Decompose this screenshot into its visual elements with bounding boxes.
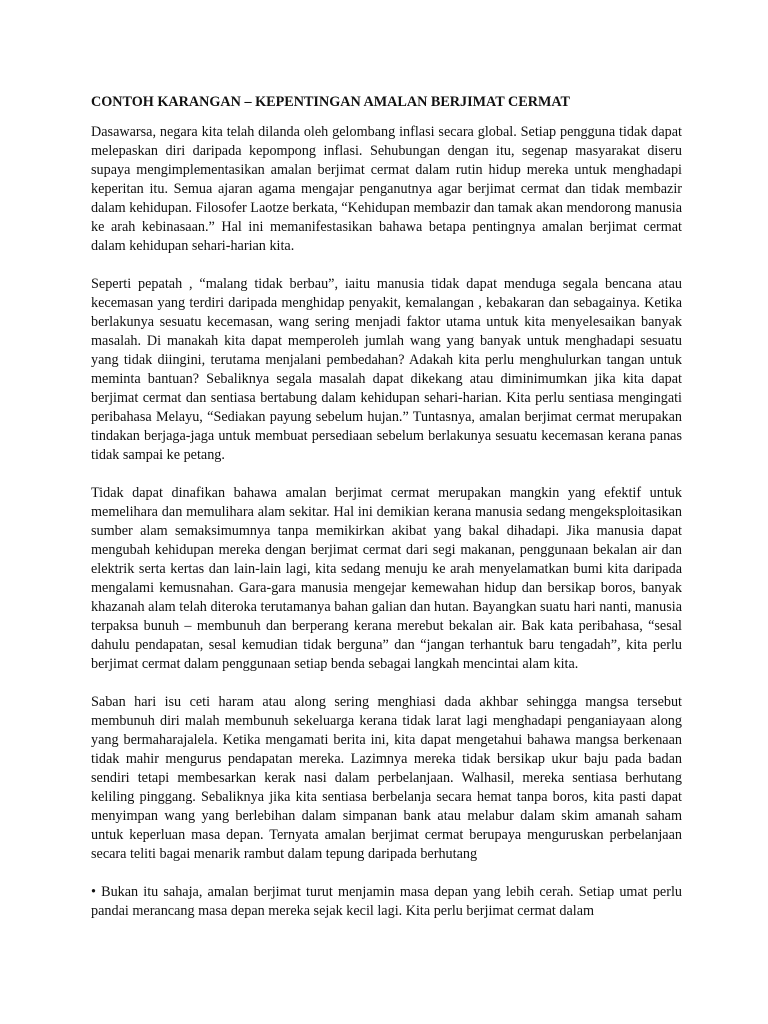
paragraph-intro: Dasawarsa, negara kita telah dilanda oleh gelombang inflasi secara global. Setiap pengguna tidak dapat melepaskan diri daripada kepompong inflasi. Sehubungan dengan itu, segenap masyarakat diseru supaya mengimplementasikan amalan berjimat cermat dalam rutin hidup mereka untuk menghadapi keperitan itu. Semua ajaran agama mengajar penganutnya agar berjimat cermat dan tidak membazir dalam kehidupan. Filosofer Laotze berkata, “Kehidupan membazir dan tamak akan mendorong manusia ke arah kebinasaan.” Hal ini memanifestasikan bahawa betapa pentingnya amalan berjimat cermat dalam kehidupan sehari-harian kita. <box>91 124 682 254</box>
document-page <box>91 93 682 921</box>
paragraph-emergency: Seperti pepatah , “malang tidak berbau”, iaitu manusia tidak dapat menduga segala bencana atau kecemasan yang terdiri daripada menghidap penyakit, kemalangan , kebakaran dan sebagainya. Ketika berlakunya sesuatu kecemasan, wang sering menjadi faktor utama untuk kita menyelesaikan banyak masalah. Di manakah kita dapat memperoleh jumlah wang yang banyak untuk menghadapi sesuatu yang tidak diingini, terutama menjalani pembedahan? Adakah kita perlu menghulurkan tangan untuk meminta bantuan? Sebaliknya segala masalah dapat dikekang atau diminimumkan jika kita dapat berjimat cermat dan sentiasa bertabung dalam kehidupan sehari-harian. Kita perlu sentiasa mengingati peribahasa Melayu, “Sediakan payung sebelum hujan.” Tuntasnya, amalan berjimat cermat merupakan tindakan berjaga-jaga untuk membuat persediaan sebelum berlakunya sesuatu kecemasan kerana panas tidak sampai ke petang. <box>91 276 682 463</box>
document-title: CONTOH KARANGAN – KEPENTINGAN AMALAN BERJIMAT CERMAT <box>91 94 570 110</box>
paragraph-future-bullet: • Bukan itu sahaja, amalan berjimat turut menjamin masa depan yang lebih cerah. Setiap umat perlu pandai merancang masa depan mereka sejak kecil lagi. Kita perlu berjimat cermat dalam <box>91 884 682 919</box>
paragraph-debt: Saban hari isu ceti haram atau along sering menghiasi dada akhbar sehingga mangsa tersebut membunuh diri malah membunuh sekeluarga kerana tidak larat lagi menghadapi penganiayaan along yang bermaharajalela. Ketika mengamati berita ini, kita dapat mengetahui bahawa mangsa berkenaan tidak mahir mengurus pendapatan mereka. Lazimnya mereka tidak bersikap ukur baju pada badan sendiri tetapi membesarkan kerak nasi dalam perbelanjaan. Walhasil, mereka sentiasa berhutang keliling pinggang. Sebaliknya jika kita sentiasa berbelanja secara hemat tanpa boros, kita pasti dapat menyimpan wang yang berlebihan dalam simpanan bank atau melabur dalam skim amanah saham untuk keperluan masa depan. Ternyata amalan berjimat cermat berupaya menguruskan perbelanjaan secara teliti bagai menarik rambut dalam tepung daripada berhutang <box>91 694 682 862</box>
paragraph-environment: Tidak dapat dinafikan bahawa amalan berjimat cermat merupakan mangkin yang efektif untuk memelihara dan memulihara alam sekitar. Hal ini demikian kerana manusia sedang mengeksploitasikan sumber alam semaksimumnya tanpa memikirkan akibat yang bakal dihadapi. Jika manusia dapat mengubah kehidupan mereka dengan berjimat cermat dari segi makanan, penggunaan bekalan air dan elektrik serta kertas dan lain-lain lagi, kita sedang menuju ke arah menyelamatkan bumi kita daripada mengalami kemusnahan. Gara-gara manusia mengejar kemewahan hidup dan bersikap boros, banyak khazanah alam telah diteroka terutamanya bahan galian dan hutan. Bayangkan suatu hari nanti, manusia terpaksa bunuh – membunuh dan berperang kerana merebut bekalan air. Bak kata peribahasa, “sesal dahulu pendapatan, sesal kemudian tidak berguna” dan “jangan terhantuk baru tengadah”, kita perlu berjimat cermat dalam penggunaan setiap benda sebagai langkah mencintai alam kita. <box>91 485 682 672</box>
